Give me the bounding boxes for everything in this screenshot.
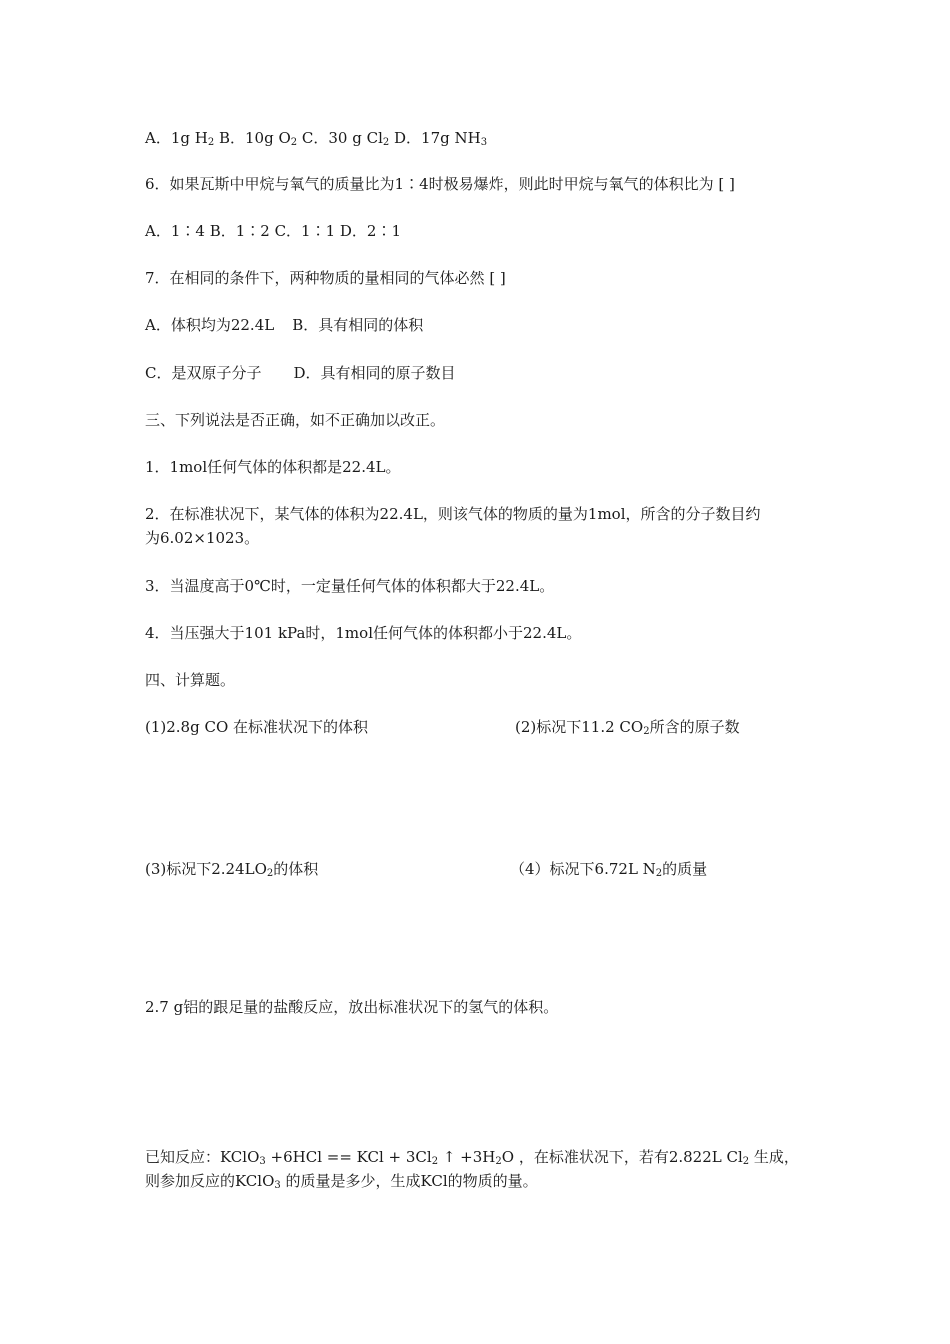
subscript: 2 [643,726,650,737]
section3-item4: 4．当压强大于101 kPa时，1mol任何气体的体积都小于22.4L。 [145,624,582,642]
q5-option-c: C．30 g Cl [297,129,383,147]
section4-heading: 四、计算题。 [145,671,236,689]
aluminum-question: 2.7 g铝的跟足量的盐酸反应，放出标准状况下的氢气的体积。 [145,998,559,1016]
problem4-text: （4）标况下6.72L N [510,860,656,878]
q6-stem: 6．如果瓦斯中甲烷与氧气的质量比为1∶4时极易爆炸，则此时甲烷与氧气的体积比为 [ ] [145,175,735,193]
subscript: 2 [431,1156,439,1167]
section4-problem2 [515,716,740,738]
q7-option-d: D．具有相同的原子数目 [293,364,456,382]
subscript: 2 [290,137,298,148]
q7-options-ab [145,314,423,336]
kclo3-text: 生成， [749,1148,799,1166]
section3-item2-line1: 2．在标准状况下，某气体的体积为22.4L，则该气体的物质的量为1mol，所含的分子数目约 [145,505,761,523]
kclo3-text: O ，在标准状况下，若有2.822L Cl [501,1148,743,1166]
kclo3-question-line1 [145,1146,799,1168]
problem4-text-end: 的质量 [662,860,708,878]
q7-option-b: B．具有相同的体积 [292,316,424,334]
kclo3-text: ↑ +3H [438,1148,496,1166]
subscript: 3 [259,1156,266,1167]
q5-option-a: A．1g H [145,129,208,147]
subscript: 2 [207,137,215,148]
subscript: 3 [274,1180,281,1191]
section4-problem1: (1)2.8g CO 在标准状况下的体积 [145,718,369,736]
q5-option-d: D．17g NH [389,129,481,147]
problem3-text: (3)标况下2.24LO [145,860,267,878]
q5-options [145,127,487,149]
kclo3-text: 则参加反应的KClO [145,1172,275,1190]
q7-option-c: C．是双原子分子 [145,364,262,382]
problem2-text-end: 所含的原子数 [649,718,740,736]
subscript: 2 [742,1156,750,1167]
q5-option-b: B．10g O [214,129,291,147]
subscript: 2 [655,868,663,879]
kclo3-text: 的质量是多少，生成KCl的物质的量。 [280,1172,538,1190]
kclo3-text: 已知反应：KClO [145,1148,260,1166]
subscript: 2 [495,1156,502,1167]
q7-option-a: A．体积均为22.4L [145,316,275,334]
section3-item2-line2: 为6.02×1023。 [145,529,260,547]
section4-problem4 [510,858,707,880]
section4-problem3 [145,858,318,880]
q7-options-cd [145,362,456,384]
q6-options: A．1∶4 B．1∶2 C．1∶1 D．2∶1 [145,222,402,240]
section3-item3: 3．当温度高于0℃时，一定量任何气体的体积都大于22.4L。 [145,577,555,595]
section3-item1: 1．1mol任何气体的体积都是22.4L。 [145,458,401,476]
problem3-text-end: 的体积 [273,860,319,878]
problem2-text: (2)标况下11.2 CO [515,718,644,736]
section3-heading: 三、下列说法是否正确，如不正确加以改正。 [145,411,446,429]
subscript: 2 [382,137,390,148]
kclo3-question-line2 [145,1170,538,1192]
subscript: 3 [480,137,488,148]
kclo3-text: +6HCl == KCl + 3Cl [265,1148,432,1166]
subscript: 2 [266,868,274,879]
q7-stem: 7．在相同的条件下，两种物质的量相同的气体必然 [ ] [145,269,506,287]
